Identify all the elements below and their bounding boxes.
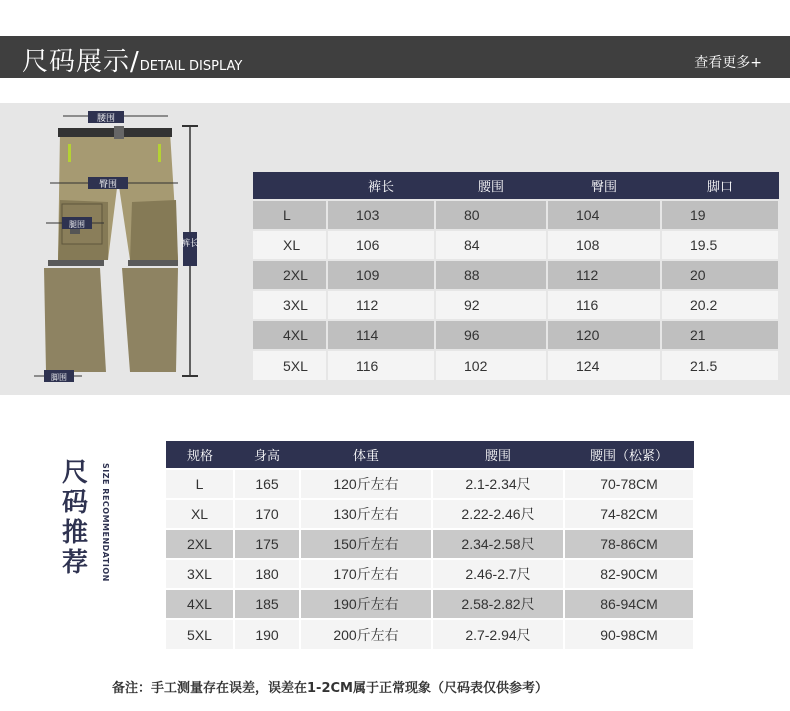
table-cell: 103 [327, 200, 435, 230]
belt-buckle [114, 126, 124, 139]
table-cell: 108 [547, 230, 661, 260]
measurement-note: 备注：手工测量存在误差，误差在1-2CM属于正常现象（尺码表仅供参考） [112, 681, 548, 696]
table-cell: 4XL [253, 320, 327, 350]
table-cell: 84 [435, 230, 547, 260]
recommendation-title [62, 458, 98, 578]
table-cell: 116 [327, 350, 435, 380]
length-label-text: 裤长 [180, 239, 200, 249]
recommendation-header-cell: 体重 [300, 441, 432, 469]
table-row [253, 350, 779, 380]
size-table-header-cell [253, 172, 327, 200]
table-row [253, 200, 779, 230]
table-cell: 2.7-2.94尺 [432, 619, 564, 649]
recommendation-table [166, 441, 695, 649]
table-row [166, 589, 694, 619]
recommendation-title-char: 推 [62, 518, 89, 548]
table-cell: 114 [327, 320, 435, 350]
table-cell: 120 [547, 320, 661, 350]
table-cell: 4XL [166, 589, 234, 619]
table-cell: 112 [327, 290, 435, 320]
table-cell: 170 [234, 499, 300, 529]
table-row [253, 260, 779, 290]
table-cell: 19 [661, 200, 779, 230]
leg-zip-right [128, 260, 178, 266]
table-cell: 180 [234, 559, 300, 589]
table-cell: 92 [435, 290, 547, 320]
recommendation-title-char: 荐 [62, 548, 89, 578]
table-cell: 70-78CM [564, 469, 694, 499]
table-cell: 150斤左右 [300, 529, 432, 559]
table-cell: 106 [327, 230, 435, 260]
table-row [166, 499, 694, 529]
table-cell: 2.22-2.46尺 [432, 499, 564, 529]
table-cell: 109 [327, 260, 435, 290]
table-cell: 165 [234, 469, 300, 499]
table-cell: 74-82CM [564, 499, 694, 529]
recommendation-subtitle: SIZE RECOMMENDATION [101, 463, 110, 582]
table-cell: 2.1-2.34尺 [432, 469, 564, 499]
table-row [253, 290, 779, 320]
table-cell: 2XL [253, 260, 327, 290]
table-cell: 190斤左右 [300, 589, 432, 619]
table-cell: 5XL [253, 350, 327, 380]
table-cell: 102 [435, 350, 547, 380]
table-cell: 78-86CM [564, 529, 694, 559]
table-cell: 112 [547, 260, 661, 290]
recommendation-header-cell: 身高 [234, 441, 300, 469]
zip-accent-left [68, 144, 71, 162]
recommendation-title-char: 码 [62, 488, 89, 518]
table-row [253, 320, 779, 350]
table-cell: 2.34-2.58尺 [432, 529, 564, 559]
pants-lower-left [44, 268, 106, 372]
size-table-header-cell: 臀围 [547, 172, 661, 200]
view-more-link[interactable]: 查看更多+ [694, 55, 762, 71]
table-cell: 88 [435, 260, 547, 290]
hip-label: 臀围 [98, 180, 118, 190]
table-cell: 104 [547, 200, 661, 230]
table-cell: L [253, 200, 327, 230]
table-cell: 190 [234, 619, 300, 649]
table-cell: 2.58-2.82尺 [432, 589, 564, 619]
table-cell: 90-98CM [564, 619, 694, 649]
size-table-header-cell: 裤长 [327, 172, 435, 200]
table-row [253, 230, 779, 260]
length-label-bg [180, 232, 200, 266]
table-cell: 3XL [166, 559, 234, 589]
pants-measurement-diagram [30, 110, 210, 382]
table-cell: 124 [547, 350, 661, 380]
table-cell: XL [253, 230, 327, 260]
section-title-text: 尺码展示/ [22, 47, 140, 77]
table-cell: 80 [435, 200, 547, 230]
table-cell: 175 [234, 529, 300, 559]
section-subtitle: DETAIL DISPLAY [139, 59, 243, 74]
table-cell: 5XL [166, 619, 234, 649]
table-cell: 21.5 [661, 350, 779, 380]
table-cell: 170斤左右 [300, 559, 432, 589]
table-cell: 20 [661, 260, 779, 290]
size-table-header-cell: 脚口 [661, 172, 779, 200]
section-title [22, 41, 242, 78]
size-table [253, 172, 780, 380]
table-cell: 19.5 [661, 230, 779, 260]
table-cell: 82-90CM [564, 559, 694, 589]
recommendation-header-cell: 腰围 [432, 441, 564, 469]
table-cell: 2.46-2.7尺 [432, 559, 564, 589]
thigh-label: 腿围 [69, 220, 85, 229]
pants-knee-panel-right [130, 200, 178, 260]
table-cell: 130斤左右 [300, 499, 432, 529]
size-table-header [253, 172, 779, 200]
length-label [181, 237, 199, 249]
table-row [166, 469, 694, 499]
table-cell: 120斤左右 [300, 469, 432, 499]
table-cell: 3XL [253, 290, 327, 320]
table-cell: 20.2 [661, 290, 779, 320]
recommendation-header-cell: 腰围（松紧） [564, 441, 694, 469]
recommendation-title-char: 尺 [62, 458, 89, 488]
table-cell: 86-94CM [564, 589, 694, 619]
table-row [166, 559, 694, 589]
waist-label: 腰围 [96, 114, 116, 124]
leg-zip-left [48, 260, 104, 266]
pants-lower-right [122, 268, 178, 372]
table-cell: 116 [547, 290, 661, 320]
zip-accent-right [158, 144, 161, 162]
table-row [166, 619, 694, 649]
table-cell: 21 [661, 320, 779, 350]
table-cell: XL [166, 499, 234, 529]
table-cell: 185 [234, 589, 300, 619]
table-cell: L [166, 469, 234, 499]
table-row [166, 529, 694, 559]
size-table-header-cell: 腰围 [435, 172, 547, 200]
table-cell: 96 [435, 320, 547, 350]
table-cell: 2XL [166, 529, 234, 559]
hem-label: 脚围 [51, 373, 67, 382]
recommendation-table-header [166, 441, 694, 469]
recommendation-header-cell: 规格 [166, 441, 234, 469]
table-cell: 200斤左右 [300, 619, 432, 649]
